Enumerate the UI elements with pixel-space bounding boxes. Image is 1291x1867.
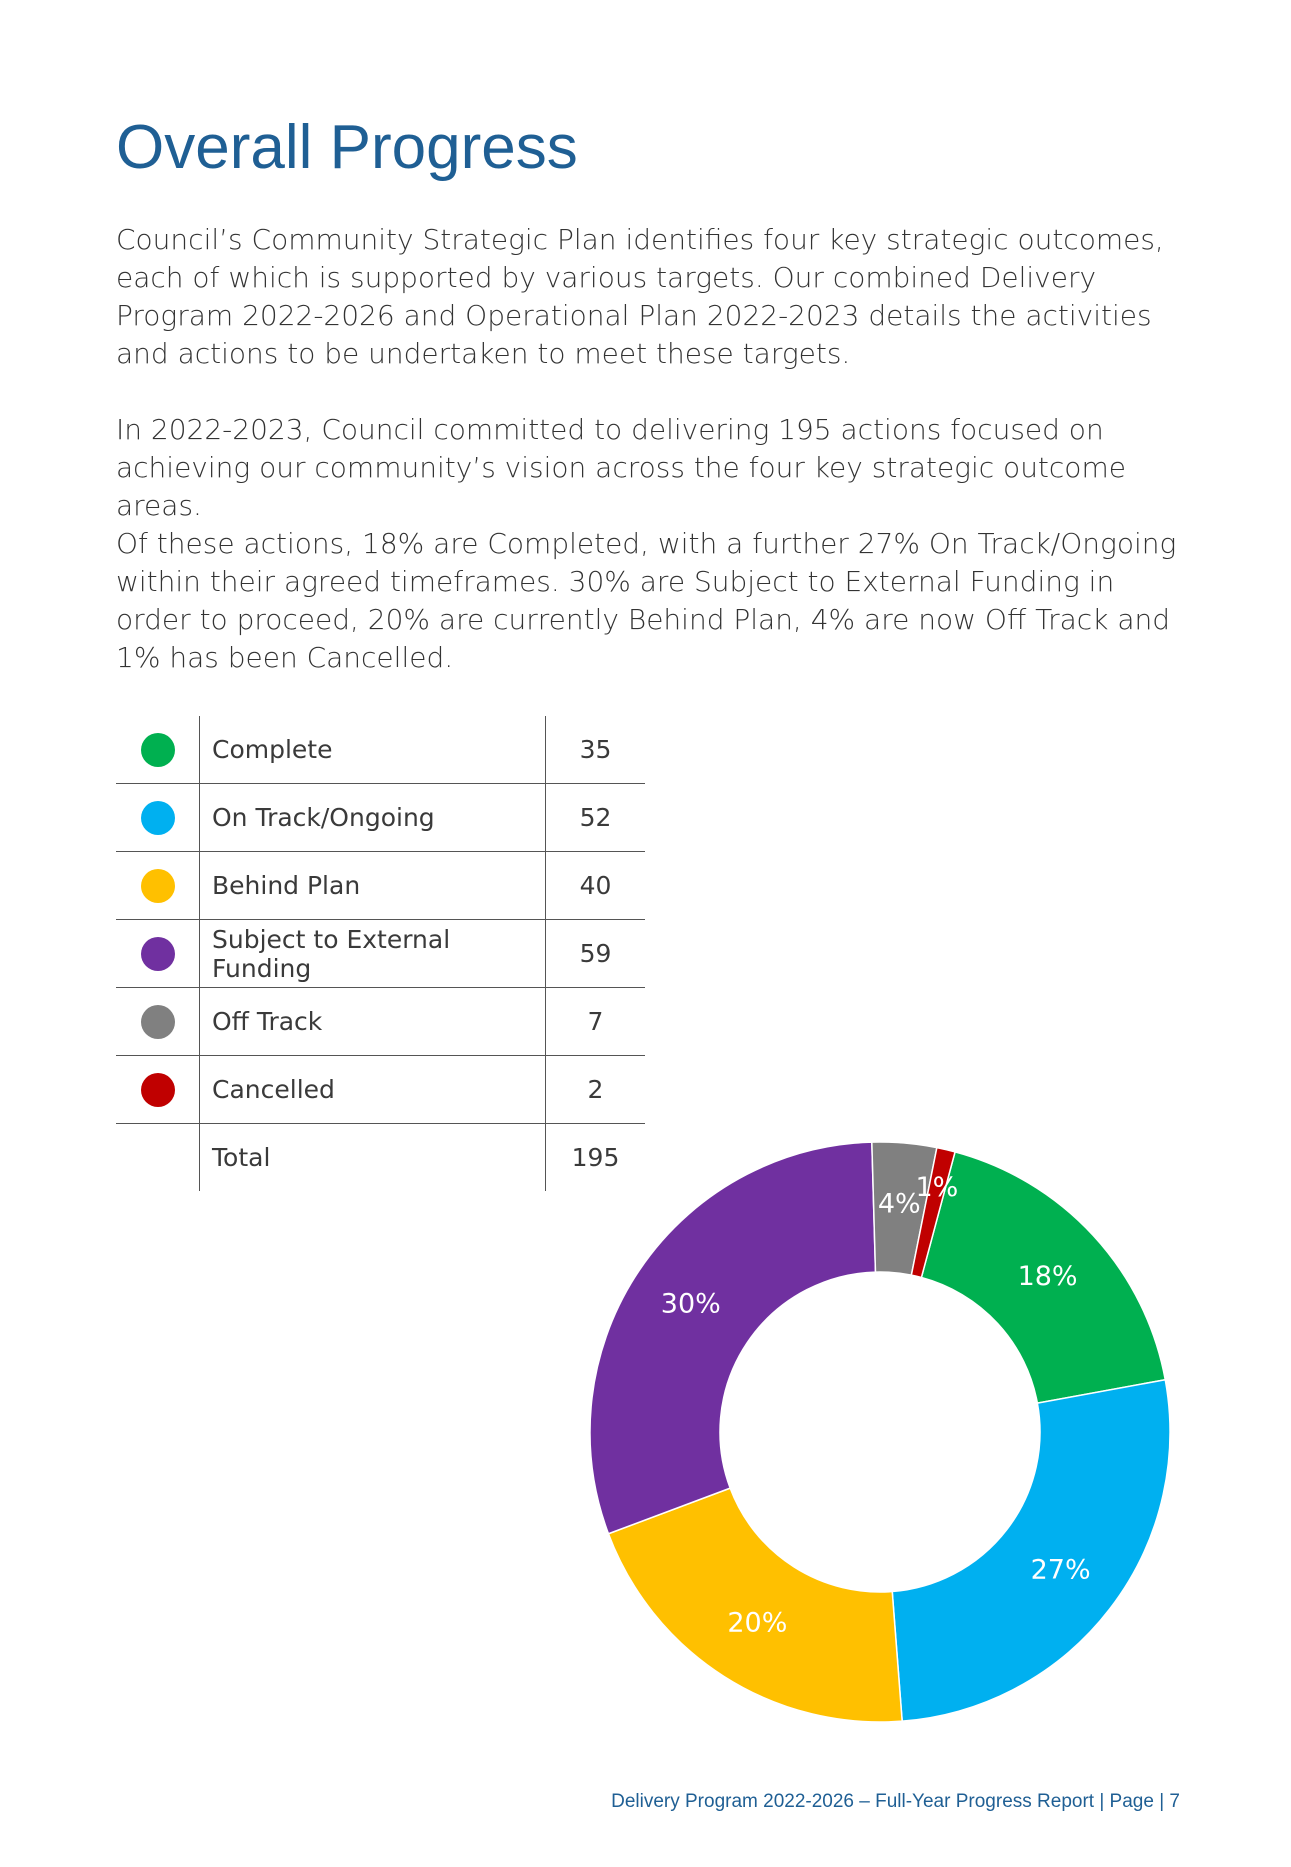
total-value: 195 xyxy=(571,1143,620,1172)
row-value: 2 xyxy=(587,1075,604,1104)
status-dot-external-funding xyxy=(141,937,175,971)
donut-data-label: 30% xyxy=(660,1288,721,1320)
status-dot-complete xyxy=(141,733,175,767)
row-label: Off Track xyxy=(200,988,546,1056)
status-dot-on-track xyxy=(141,801,175,835)
table-row xyxy=(116,988,645,1056)
row-value: 59 xyxy=(579,939,612,968)
donut-slice-on-track-ongoing xyxy=(892,1380,1170,1721)
table-row xyxy=(116,784,645,852)
status-donut-chart xyxy=(580,1132,1180,1732)
donut-data-label: 1% xyxy=(915,1172,959,1204)
page-footer: Delivery Program 2022-2026 – Full-Year Progress Report | Page | 7 xyxy=(611,1791,1180,1812)
row-value: 52 xyxy=(579,803,612,832)
status-table xyxy=(116,716,645,1191)
donut-data-label: 20% xyxy=(727,1607,788,1639)
status-summary-paragraph: Of these actions, 18% are Completed, with a further 27% On Track/Ongoing within their agreed timeframes. 30% are Subject to External Funding in order to proceed, 20% are currently Behind Plan, 4% are now Off Track and 1% has been Cancelled. xyxy=(116,527,1177,674)
table-row xyxy=(116,716,645,784)
total-label: Total xyxy=(200,1124,546,1192)
table-row xyxy=(116,1056,645,1124)
status-dot-cancelled xyxy=(141,1073,175,1107)
row-value: 35 xyxy=(579,735,612,764)
row-label: On Track/Ongoing xyxy=(200,784,546,852)
table-row xyxy=(116,852,645,920)
donut-slice-subject-to-external-funding xyxy=(590,1142,875,1534)
row-value: 7 xyxy=(587,1007,604,1036)
table-total-row xyxy=(116,1124,645,1192)
table-row xyxy=(116,920,645,988)
row-label: Cancelled xyxy=(200,1056,546,1124)
commitment-paragraph: In 2022-2023, Council committed to delivering 195 actions focused on achieving our community’s vision across the four key strategic outcome areas. xyxy=(116,413,1126,522)
row-label: Behind Plan xyxy=(200,852,546,920)
status-dot-off-track xyxy=(141,1005,175,1039)
page-title: Overall Progress xyxy=(116,113,578,182)
donut-data-label: 18% xyxy=(1017,1260,1078,1292)
status-dot-behind-plan xyxy=(141,869,175,903)
donut-data-label: 27% xyxy=(1030,1554,1091,1586)
row-label: Subject to External Funding xyxy=(200,920,546,988)
donut-slice-behind-plan xyxy=(608,1488,902,1722)
donut-data-label: 4% xyxy=(877,1188,921,1220)
row-value: 40 xyxy=(579,871,612,900)
intro-paragraph: Council’s Community Strategic Plan identifies four key strategic outcomes, each of which is supported by various targets. Our combined Delivery Program 2022-2026 and Operational Plan 2022-2023 details the activities and actions to be undertaken to meet these targets. xyxy=(116,223,1164,370)
row-label: Complete xyxy=(200,716,546,784)
